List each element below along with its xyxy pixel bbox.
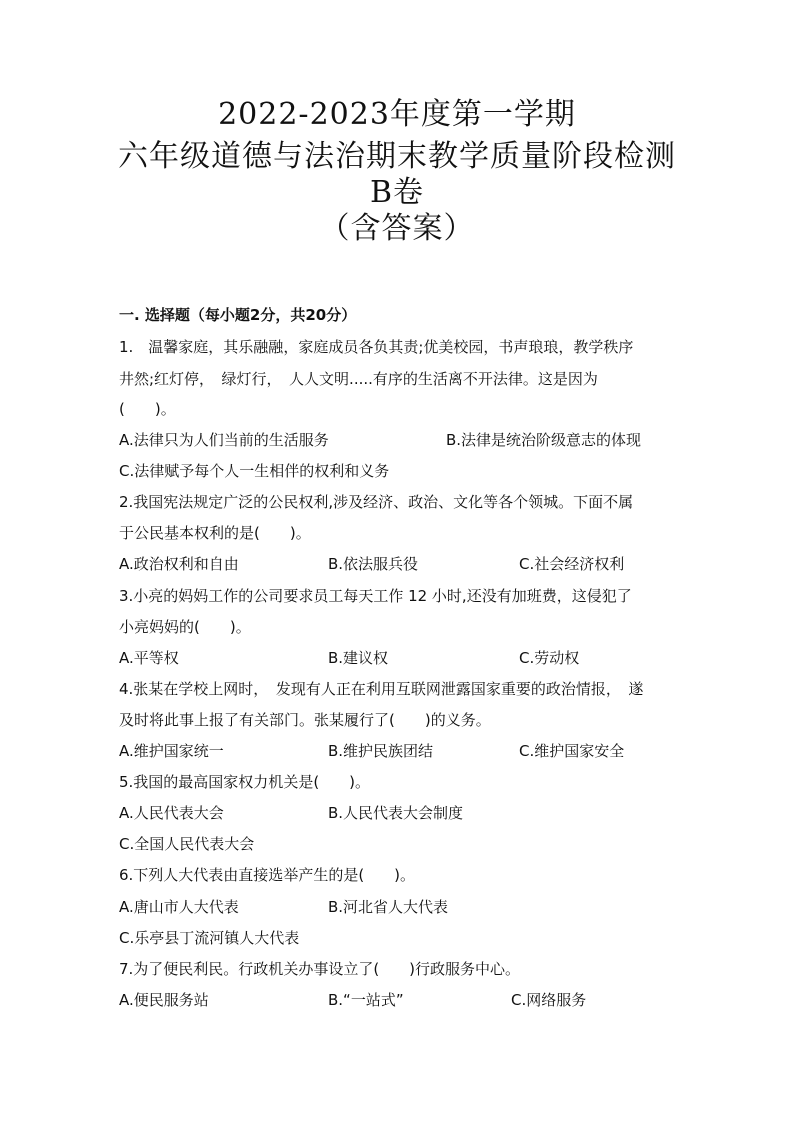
question-6-option-c: C.乐亭县丁流河镇人大代表	[119, 929, 300, 947]
section-heading: 一. 选择题（每小题2分，共20分）	[119, 306, 357, 324]
question-3-line-1: 3.小亮的妈妈工作的公司要求员工每天工作 12 小时,还没有加班费，这侵犯了	[119, 587, 632, 605]
question-5-line-1: 5.我国的最高国家权力机关是( )。	[119, 773, 371, 791]
title-year: 2022-2023年度第一学期	[218, 97, 576, 132]
question-7-option-b: B.“一站式”	[328, 991, 404, 1009]
question-1-line-1: 1. 温馨家庭，其乐融融，家庭成员各负其责;优美校园，书声琅琅，教学秩序	[119, 338, 634, 356]
question-5-option-b: B.人民代表大会制度	[328, 804, 464, 822]
question-6-option-b: B.河北省人大代表	[328, 898, 449, 916]
question-6-option-a: A.唐山市人大代表	[119, 898, 239, 916]
question-5-option-c: C.全国人民代表大会	[119, 835, 255, 853]
question-4-line-1: 4.张某在学校上网时， 发现有人正在利用互联网泄露国家重要的政治情报， 遂	[119, 680, 644, 698]
question-3-option-a: A.平等权	[119, 649, 179, 667]
title-answer-note: （含答案）	[319, 211, 475, 246]
question-7-option-a: A.便民服务站	[119, 991, 209, 1009]
question-1-option-c: C.法律赋予每个人一生相伴的权利和义务	[119, 462, 390, 480]
question-4-option-c: C.维护国家安全	[519, 742, 625, 760]
question-1-option-b: B.法律是统治阶级意志的体现	[446, 431, 642, 449]
title-exam-name: 六年级道德与法治期末教学质量阶段检测	[118, 139, 676, 174]
question-7-line-1: 7.为了便民利民。行政机关办事设立了( )行政服务中心。	[119, 960, 521, 978]
title-paper-version: B卷	[369, 175, 425, 210]
question-3-option-b: B.建议权	[328, 649, 389, 667]
question-1-line-3: ( )。	[119, 400, 176, 418]
question-1-option-a: A.法律只为人们当前的生活服务	[119, 431, 329, 449]
question-4-option-a: A.维护国家统一	[119, 742, 224, 760]
question-6-line-1: 6.下列人大代表由直接选举产生的是( )。	[119, 866, 416, 884]
question-3-option-c: C.劳动权	[519, 649, 580, 667]
question-3-line-2: 小亮妈妈的( )。	[119, 618, 251, 636]
question-4-option-b: B.维护民族团结	[328, 742, 434, 760]
question-5-option-a: A.人民代表大会	[119, 804, 224, 822]
question-2-option-c: C.社会经济权利	[519, 555, 625, 573]
question-2-option-a: A.政治权利和自由	[119, 555, 239, 573]
question-2-line-1: 2.我国宪法规定广泛的公民权利,涉及经济、政治、文化等各个领城。下面不属	[119, 493, 634, 511]
question-2-option-b: B.依法服兵役	[328, 555, 419, 573]
question-1-line-2: 井然;红灯停， 绿灯行， 人人文明.....有序的生活离不开法律。这是因为	[119, 370, 598, 388]
question-2-line-2: 于公民基本权利的是( )。	[119, 524, 311, 542]
question-7-option-c: C.网络服务	[511, 991, 587, 1009]
question-4-line-2: 及时将此事上报了有关部门。张某履行了( )的义务。	[119, 711, 491, 729]
